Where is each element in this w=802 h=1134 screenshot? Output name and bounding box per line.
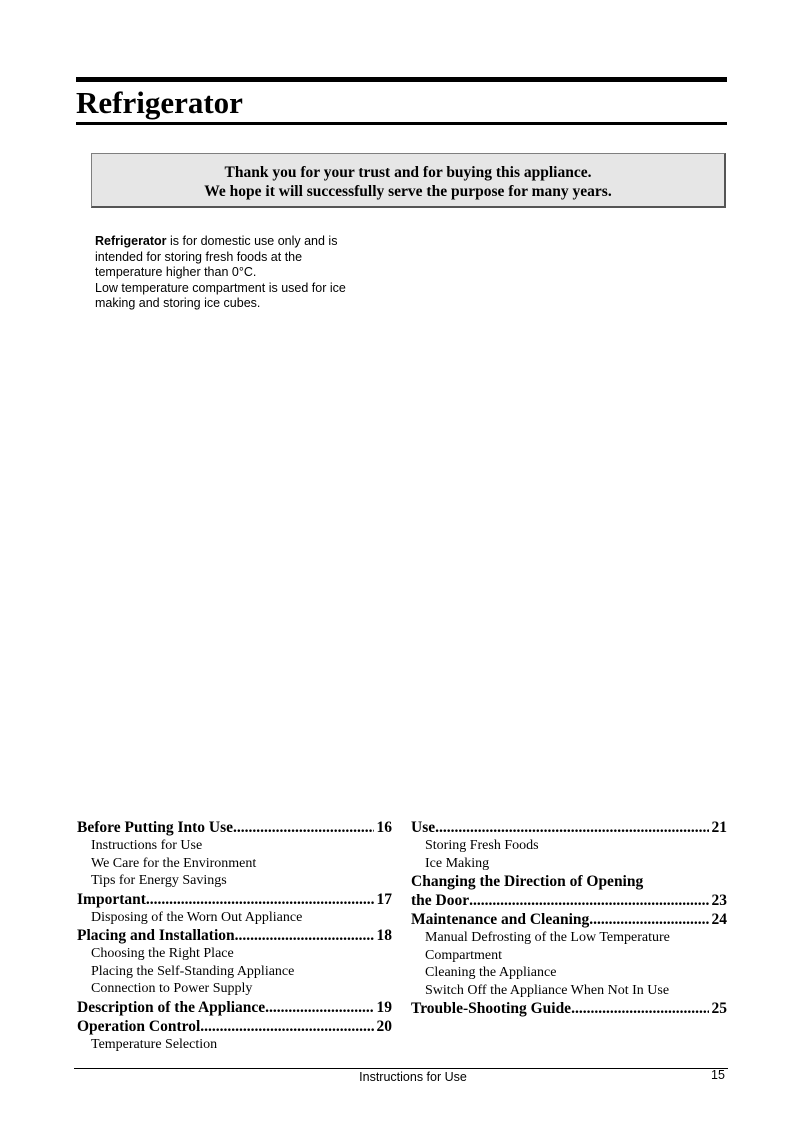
footer-text: Instructions for Use [359,1070,467,1084]
header-rule-top [76,77,727,82]
toc-entry-important[interactable] [77,890,392,909]
thank-you-line-2: We hope it will successfully serve the purpose for many years. [204,183,612,200]
toc-leader-dots [589,910,708,929]
toc-entry-use[interactable] [411,818,727,837]
toc-entry-operation-control[interactable] [77,1017,392,1036]
intro-line-4: Low temperature compartment is used for ice [95,280,346,295]
toc-entry-label: Important [77,890,146,908]
toc-right-column [411,818,727,1018]
thank-you-box [91,153,726,208]
toc-sub-entry[interactable]: Placing the Self-Standing Appliance [91,963,295,979]
toc-page-number: 19 [376,998,392,1016]
toc-sub-entry[interactable]: Storing Fresh Foods [425,838,539,853]
toc-page-number: 21 [711,819,727,836]
toc-sub-entry[interactable]: Cleaning the Appliance [425,965,557,980]
toc-entry-maintenance-and-cleaning[interactable] [411,910,727,929]
toc-sub-entry[interactable]: Tips for Energy Savings [91,873,227,888]
toc-sub-entry[interactable]: Switch Off the Appliance When Not In Use [425,982,670,998]
toc-entry-label: Description of the Appliance [77,998,266,1016]
toc-entry-description-of-the-appliance[interactable] [77,998,392,1017]
page-number: 15 [711,1068,725,1082]
toc-sub-entry[interactable]: Ice Making [425,855,490,871]
toc-page-number: 25 [711,1000,727,1017]
intro-paragraph [95,234,395,312]
toc-leader-dots [571,999,708,1018]
toc-sub-entry[interactable]: Compartment [425,947,502,963]
toc-leader-dots [435,818,708,837]
toc-entry-label: Operation Control [77,1017,201,1035]
toc-page-number: 23 [711,892,727,909]
toc-sub-entry[interactable]: Instructions for Use [91,838,203,853]
intro-line-2: intended for storing fresh foods at the [95,249,303,264]
intro-line-1 [95,234,395,250]
toc-sub-entry[interactable]: Manual Defrosting of the Low Temperature [425,930,670,945]
footer-rule [74,1068,728,1069]
toc-leader-dots [146,890,374,909]
toc-entry-trouble-shooting-guide[interactable] [411,999,727,1018]
toc-page-number: 24 [711,911,727,928]
toc-entry-label: Maintenance and Cleaning [411,911,590,928]
toc-page-number: 20 [376,1017,392,1035]
toc-left-column [77,818,392,1053]
toc-leader-dots [469,891,708,910]
header-rule-bottom [76,122,727,125]
toc-entry-label: Use [411,819,436,836]
page-title: Refrigerator [76,85,243,120]
toc-page-number: 17 [376,890,392,908]
intro-bold-word: Refrigerator [95,234,167,248]
intro-line-1-text: is for domestic use only and is [166,234,338,248]
intro-line-5: making and storing ice cubes. [95,296,261,310]
toc-leader-dots [265,998,373,1017]
toc-sub-entry[interactable]: Temperature Selection [91,1036,218,1052]
toc-leader-dots [233,818,374,837]
toc-sub-entry[interactable]: Connection to Power Supply [91,981,253,996]
intro-line-3: temperature higher than 0°C. [95,265,257,279]
toc-entry-label: Before Putting Into Use [77,819,233,836]
toc-entry-placing-and-installation[interactable] [77,926,392,945]
toc-leader-dots [200,1017,373,1036]
toc-entry-changing-door-direction[interactable] [411,891,727,910]
toc-sub-entry[interactable]: We Care for the Environment [91,855,257,871]
toc-entry-changing-door-direction-line-1[interactable]: Changing the Direction of Opening [411,873,644,890]
toc-entry-label: the Door [411,892,470,909]
toc-sub-entry[interactable]: Choosing the Right Place [91,946,234,961]
thank-you-line-1: Thank you for your trust and for buying this appliance. [224,164,592,181]
toc-entry-label: Placing and Installation [77,927,235,944]
toc-entry-before-putting-into-use[interactable] [77,818,392,837]
toc-leader-dots [235,926,374,945]
toc-page-number: 18 [376,927,392,944]
toc-page-number: 16 [376,819,392,836]
toc-sub-entry[interactable]: Disposing of the Worn Out Appliance [91,909,303,925]
toc-entry-label: Trouble-Shooting Guide [411,1000,572,1017]
